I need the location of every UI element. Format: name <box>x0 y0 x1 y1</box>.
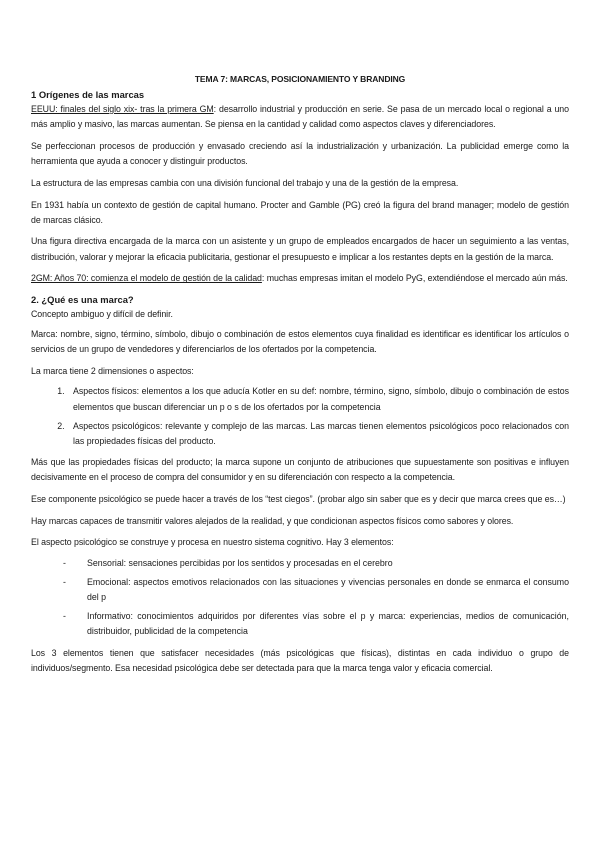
paragraph: La estructura de las empresas cambia con una división funcional del trabajo y una de la gestión de la empresa. <box>31 177 459 188</box>
list-item-text: Informativo: conocimientos adquiridos por diferentes vías sobre el p y marca: experiencias, medios de comunicación, distribuidor, publicidad de la competencia <box>87 611 569 637</box>
numbered-list <box>31 384 569 449</box>
dash-bullet: - <box>63 576 66 587</box>
paragraph: Se perfeccionan procesos de producción y envasado creciendo así la industrialización y urbanización. La publicidad emerge como la herramienta que ayuda a conocer y distinguir productos. <box>31 140 569 167</box>
paragraph: El aspecto psicológico se construye y procesa en nuestro sistema cognitivo. Hay 3 elementos: <box>31 537 394 548</box>
dash-bullet: - <box>63 611 66 622</box>
section-2-heading: 2. ¿Qué es una marca? <box>31 294 134 306</box>
paragraph-text: : muchas empresas imitan el modelo PyG, extendiéndose el mercado aún más. <box>261 273 568 284</box>
list-item <box>63 609 569 639</box>
dash-list <box>31 556 569 640</box>
list-item: 2. Aspectos psicológicos: relevante y complejo de las marcas. Las marcas tienen elementos psicológicos poco relacionados con las propiedades físicas del producto. <box>67 419 569 449</box>
paragraph-text: : desarrollo industrial y producción en serie. Se pasa de un mercado local o regional a uno más amplio y masivo, las marcas aumentan. Se piensa en la cantidad y calidad como aspectos claves y diferenciadores. <box>31 104 569 130</box>
document-title: TEMA 7: MARCAS, POSICIONAMIENTO Y BRANDING <box>194 74 406 84</box>
paragraph: Más que las propiedades físicas del producto; la marca supone un conjunto de atribuciones que supuestamente son positivas e influyen decisivamente en el proceso de compra del consumidor y en su diferenciación con respecto a la competencia. <box>31 457 569 483</box>
paragraph <box>31 271 569 286</box>
paragraph: La marca tiene 2 dimensiones o aspectos: <box>31 366 194 377</box>
dash-bullet: - <box>63 557 66 568</box>
list-item <box>63 556 569 571</box>
paragraph: Una figura directiva encargada de la marca con un asistente y un grupo de empleados encargados de hacer un seguimiento a las ventas, distribución, valorar y mejorar la eficacia publicitaria, gestionar el presupuesto e implicar a los restantes depts en la gestión de la marca. <box>31 236 569 262</box>
paragraph: Hay marcas capaces de transmitir valores alejados de la realidad, y que condicionan aspectos físicos como sabores y olores. <box>31 515 514 526</box>
section-1-heading: 1 Orígenes de las marcas <box>31 89 145 100</box>
paragraph: En 1931 había un contexto de gestión de capital humano. Procter and Gamble (PG) creó la figura del brand manager; modelo de gestión de marcas clásico. <box>31 199 569 225</box>
paragraph: Los 3 elementos tienen que satisfacer necesidades (más psicológicas que físicas), distintas en cada individuo o grupo de individuos/segmento. Esa necesidad psicológica debe ser detectada para que la marca tenga valor y eficacia comercial. <box>31 647 569 673</box>
paragraph: Ese componente psicológico se puede hacer a través de los “test ciegos”. (probar algo sin saber que es y decir que marca crees que es…) <box>31 494 566 505</box>
paragraph: Concepto ambiguo y difícil de definir. <box>31 309 173 320</box>
list-item: 1. Aspectos físicos: elementos a los que aducía Kotler en su def: nombre, término, signo, símbolo, dibujo o combinación de estos elementos que buscan diferenciar un p o s de los ofertados por la competencia <box>67 384 569 414</box>
paragraph <box>31 102 569 132</box>
list-item-text: Sensorial: sensaciones percibidas por los sentidos y procesadas en el cerebro <box>87 557 393 568</box>
underlined-phrase: EEUU: finales del siglo xix- tras la primera GM <box>31 104 214 114</box>
underlined-phrase: 2GM: Años 70: comienza el modelo de gestión de la calidad <box>31 273 262 284</box>
list-item-text: Emocional: aspectos emotivos relacionados con las situaciones y vivencias personales en donde se enmarca el consumo del p <box>87 576 569 603</box>
list-item <box>63 575 569 605</box>
paragraph: Marca: nombre, signo, término, símbolo, dibujo o combinación de estos elementos cuya finalidad es identificar es identificar los artículos o servicios de un grupo de vendedores y diferenciarlos de los ofertados por la competencia. <box>31 329 569 355</box>
